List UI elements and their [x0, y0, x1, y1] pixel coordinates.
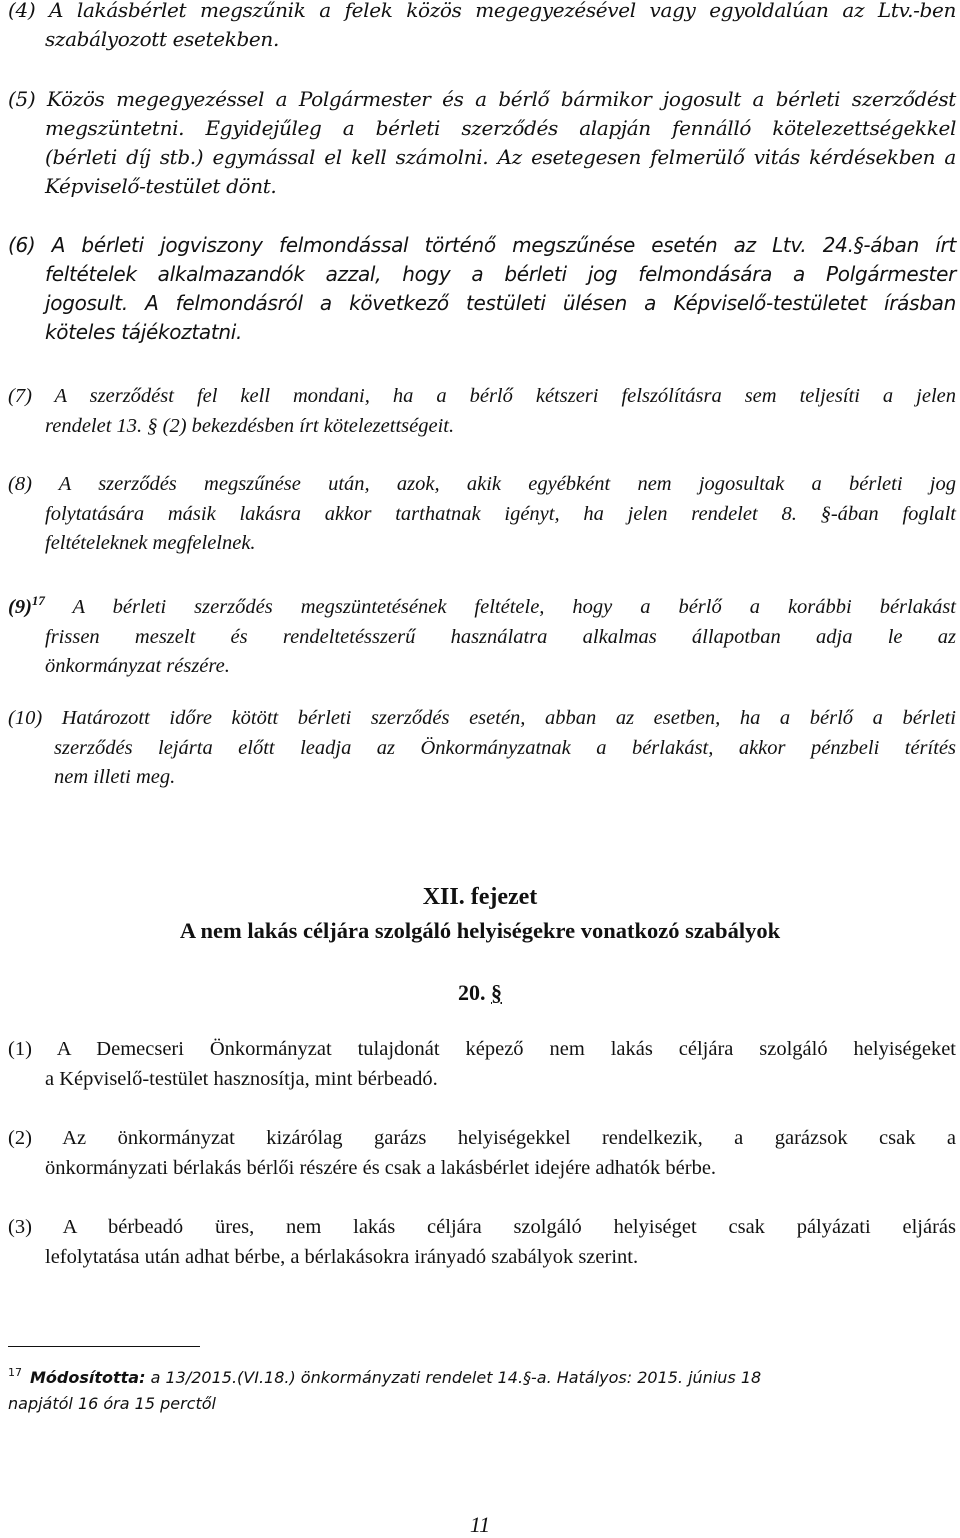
paragraph-10 — [8, 704, 956, 793]
section-number: 20. § — [458, 980, 502, 1005]
text-line: önkormányzat részére. — [45, 655, 230, 677]
text-line: jogosult. A felmondásról a következő testületi ülésen a Képviselő-testületet írásban — [45, 291, 956, 315]
footnote-line: napjától 16 óra 15 perctől — [8, 1394, 216, 1413]
text-line: (2) Az önkormányzat kizárólag garázs helyiségekkel rendelkezik, a garázsok csak a — [8, 1127, 956, 1149]
text-line: (1) A Demecseri Önkormányzat tulajdonát képező nem lakás céljára szolgáló helyiségeket — [8, 1038, 956, 1060]
text-line: (5) Közös megegyezéssel a Polgármester és a bérlő bármikor jogosult a bérleti szerződést — [8, 87, 956, 111]
text-line: (3) A bérbeadó üres, nem lakás céljára szolgáló helyiséget csak pályázati eljárás — [8, 1216, 956, 1238]
section-sign: § — [491, 980, 502, 1005]
text-line: szerződés lejárta előtt leadja az Önkormányzatnak a bérlakást, akkor pénzbeli térítés — [54, 736, 956, 759]
text-line: rendelet 13. § (2) bekezdésben írt kötelezettségeit. — [45, 414, 455, 437]
text-line: Képviselő-testület dönt. — [45, 174, 277, 198]
paragraph-8 — [8, 470, 956, 559]
text-line: a Képviselő-testület hasznosítja, mint bérbeadó. — [45, 1067, 438, 1090]
footnote-text: a 13/2015.(VI.18.) önkormányzati rendelet 14.§-a. Hatályos: 2015. június 18 — [145, 1368, 762, 1387]
page-number: 11 — [469, 1512, 491, 1537]
text-line: feltételeknek megfelelnek. — [45, 532, 256, 554]
paragraph-5 — [8, 85, 956, 201]
text-line: (6) A bérleti jogviszony felmondással történő megszűnése esetén az Ltv. 24.§-ában írt — [8, 233, 956, 257]
text-line: önkormányzati bérlakás bérlői részére és csak a lakásbérlet idejére adhatók bérbe. — [45, 1156, 717, 1179]
footnote-number: 17 — [8, 1366, 22, 1379]
paragraph-number: (9) — [8, 596, 32, 618]
text-line: (7) A szerződést fel kell mondani, ha a bérlő kétszeri felszólításra sem teljesíti a jelen — [8, 385, 956, 407]
paragraph-9 — [8, 586, 956, 682]
text-line: nem illeti meg. — [54, 766, 176, 788]
text-line: frissen meszelt és rendeltetésszerű használatra alkalmas állapotban adja le az — [45, 625, 956, 648]
footnote-label: Módosította: — [30, 1368, 146, 1387]
section-paragraph-3 — [8, 1213, 956, 1272]
text-line: (bérleti díj stb.) egymással el kell számolni. Az esetegesen felmerülő vitás kérdésekben a — [45, 145, 956, 169]
text-line — [8, 586, 956, 623]
section-paragraph-2 — [8, 1124, 956, 1183]
chapter-number: XII. fejezet — [422, 884, 538, 910]
paragraph-7 — [8, 382, 956, 441]
footnote — [8, 1360, 956, 1417]
line-text: A bérleti szerződés megszüntetésének feltétele, hogy a bérlő a korábbi bérlakást — [44, 596, 956, 618]
paragraph-4 — [8, 0, 956, 54]
chapter-title: A nem lakás céljára szolgáló helyiségekre vonatkozó szabályok — [179, 918, 781, 943]
text-line: köteles tájékoztatni. — [45, 320, 243, 344]
footnote-reference[interactable]: 17 — [31, 593, 45, 608]
footnote-separator — [8, 1346, 200, 1347]
footnote-line — [8, 1360, 956, 1391]
text-line: folytatására másik lakásra akkor tarthatnak igényt, ha jelen rendelet 8. §-ában foglalt — [45, 502, 956, 525]
text-line: megszüntetni. Egyidejűleg a bérleti szerződés alapján fennálló kötelezettségekkel — [45, 116, 956, 140]
text-line: lefolytatása után adhat bérbe, a bérlakásokra irányadó szabályok szerint. — [45, 1245, 639, 1268]
paragraph-6 — [8, 231, 956, 347]
text-line: (10) Határozott időre kötött bérleti szerződés esetén, abban az esetben, ha a bérlő a bérleti — [8, 707, 956, 729]
section-paragraph-1 — [8, 1035, 956, 1094]
text-line: feltételek alkalmazandók azzal, hogy a bérleti jog felmondására a Polgármester — [45, 262, 956, 286]
text-line: (4) A lakásbérlet megszűnik a felek közös megegyezésével vagy egyoldalúan az Ltv.-ben — [8, 0, 956, 22]
text-line: (8) A szerződés megszűnése után, azok, akik egyébként nem jogosultak a bérleti jog — [8, 473, 956, 495]
text-line: szabályozott esetekben. — [45, 27, 279, 51]
